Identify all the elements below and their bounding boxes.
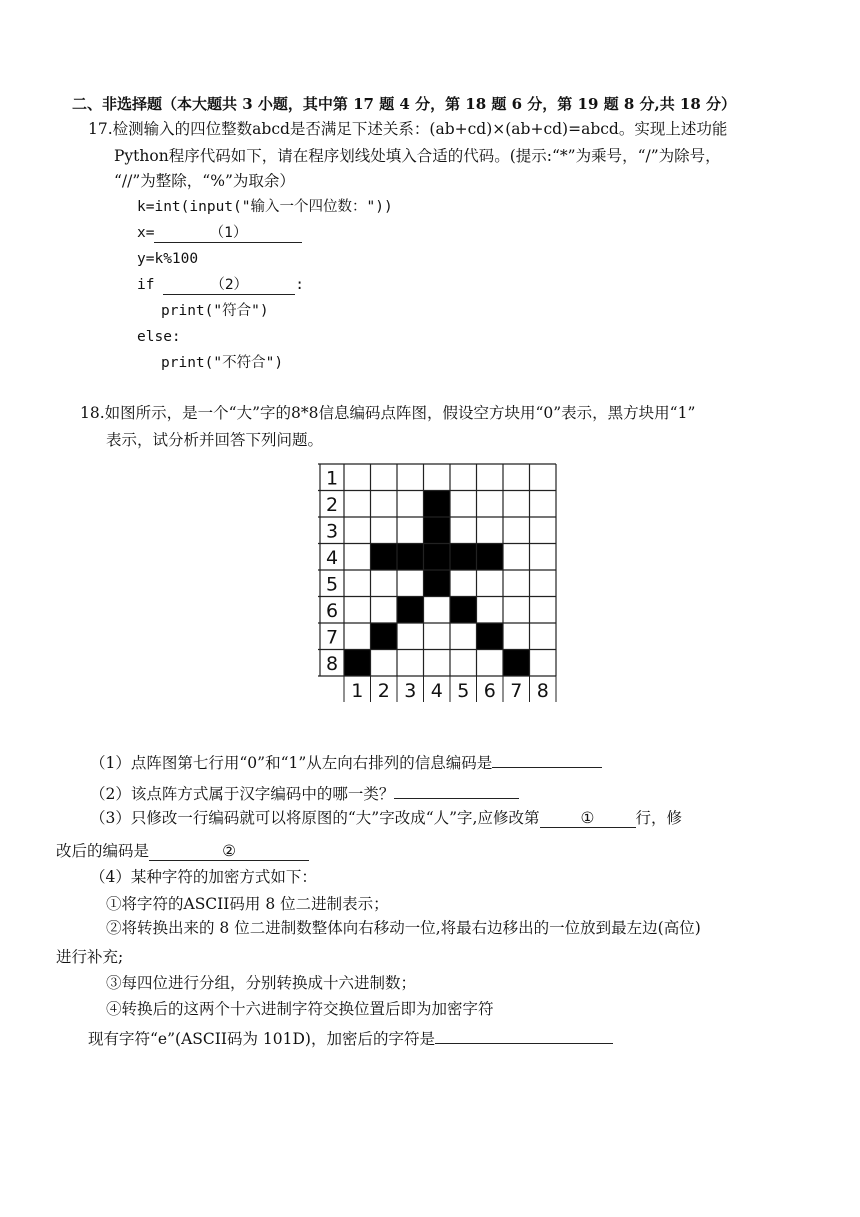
sub-question-3-text: （3）只修改一行编码就可以将原图的“大”字改成“人”字,应修改第 <box>90 809 540 827</box>
grid-cell-r1-c3 <box>397 464 424 491</box>
answer-blank-q18-1[interactable] <box>492 749 602 768</box>
answer-blank-q18-4[interactable] <box>435 1025 613 1044</box>
code-colon: : <box>295 277 304 293</box>
grid-cell-r1-c4 <box>424 464 451 491</box>
grid-cell-r4-c6 <box>477 544 504 571</box>
sub-question-3-cont <box>56 840 309 862</box>
grid-cell-r6-c1 <box>344 597 371 624</box>
grid-cell-r7-c2 <box>371 623 398 650</box>
grid-cell-r1-c2 <box>371 464 398 491</box>
grid-cell-r2-c5 <box>450 491 477 518</box>
grid-cell-r8-c6 <box>477 650 504 677</box>
code-line-2 <box>137 222 302 244</box>
grid-cell-r2-c4 <box>424 491 451 518</box>
grid-cell-r6-c8 <box>530 597 557 624</box>
q17-line3: “//”为整除，“%”为取余） <box>114 172 295 190</box>
col-label-8: 8 <box>536 680 549 702</box>
code-line-6: else: <box>137 329 181 345</box>
grid-cell-r3-c4 <box>424 517 451 544</box>
grid-cell-r7-c4 <box>424 623 451 650</box>
grid-cell-r4-c3 <box>397 544 424 571</box>
grid-cell-r8-c3 <box>397 650 424 677</box>
sub-question-1-text: （1）点阵图第七行用“0”和“1”从左向右排列的信息编码是 <box>90 754 493 772</box>
grid-cell-r7-c8 <box>530 623 557 650</box>
encrypt-step-2-cont: 进行补充; <box>56 948 124 966</box>
row-label-2: 2 <box>325 493 339 516</box>
col-label-7: 7 <box>510 680 523 702</box>
grid-cell-r3-c8 <box>530 517 557 544</box>
grid-cell-r3-c5 <box>450 517 477 544</box>
grid-cell-r5-c1 <box>344 570 371 597</box>
sub-question-3-cont-text: 改后的编码是 <box>56 842 150 860</box>
grid-cell-r8-c4 <box>424 650 451 677</box>
sub-question-3 <box>90 807 682 829</box>
grid-cell-r5-c7 <box>503 570 530 597</box>
code-line-5: print("符合") <box>161 303 269 319</box>
grid-cell-r1-c5 <box>450 464 477 491</box>
grid-cell-r3-c2 <box>371 517 398 544</box>
encrypt-step-3: ③每四位进行分组，分别转换成十六进制数； <box>106 974 417 992</box>
q18-line2: 表示，试分析并回答下列问题。 <box>106 431 324 449</box>
grid-cell-r1-c8 <box>530 464 557 491</box>
grid-cell-r5-c8 <box>530 570 557 597</box>
grid-cell-r2-c8 <box>530 491 557 518</box>
grid-cell-r8-c2 <box>371 650 398 677</box>
code-x-assign: x= <box>137 225 155 241</box>
answer-blank-q18-3b[interactable]: ② <box>149 842 309 861</box>
sub-question-2 <box>90 780 519 805</box>
col-label-6: 6 <box>483 680 496 702</box>
sub-question-4: （4）某种字符的加密方式如下： <box>90 868 317 886</box>
encrypt-step-4: ④转换后的这两个十六进制字符交换位置后即为加密字符 <box>106 1000 494 1018</box>
grid-cell-r6-c7 <box>503 597 530 624</box>
grid-cell-r6-c3 <box>397 597 424 624</box>
grid-cell-r4-c2 <box>371 544 398 571</box>
final-question <box>88 1025 613 1050</box>
row-label-8: 8 <box>325 652 339 675</box>
code-line-3: y=k%100 <box>137 251 199 267</box>
sub-question-3-suffix: 行，修 <box>635 809 683 827</box>
grid-cell-r7-c6 <box>477 623 504 650</box>
row-label-5: 5 <box>325 573 339 596</box>
answer-blank-q18-2[interactable] <box>394 780 519 799</box>
grid-cell-r2-c2 <box>371 491 398 518</box>
col-label-5: 5 <box>457 680 470 702</box>
row-label-7: 7 <box>325 626 339 649</box>
grid-cell-r3-c7 <box>503 517 530 544</box>
answer-blank-1[interactable]: （1） <box>154 224 302 243</box>
col-label-1: 1 <box>351 680 364 702</box>
grid-cell-r2-c1 <box>344 491 371 518</box>
grid-cell-r4-c8 <box>530 544 557 571</box>
dot-matrix-grid <box>318 462 560 734</box>
q17-line1: 17.检测输入的四位整数abcd是否满足下述关系：(ab+cd)×(ab+cd)=abcd。实现上述功能 <box>88 120 728 138</box>
grid-cell-r1-c7 <box>503 464 530 491</box>
grid-cell-r5-c5 <box>450 570 477 597</box>
grid-cell-r7-c7 <box>503 623 530 650</box>
q17-line2: Python程序代码如下，请在程序划线处填入合适的代码。(提示:“*”为乘号，“/”为除号， <box>114 147 721 165</box>
grid-cell-r3-c3 <box>397 517 424 544</box>
grid-cell-r8-c8 <box>530 650 557 677</box>
grid-cell-r4-c4 <box>424 544 451 571</box>
encrypt-step-2: ②将转换出来的 8 位二进制数整体向右移动一位,将最右边移出的一位放到最左边(高位) <box>106 919 701 937</box>
grid-cell-r2-c3 <box>397 491 424 518</box>
grid-cell-r1-c1 <box>344 464 371 491</box>
grid-cell-r8-c7 <box>503 650 530 677</box>
code-if-keyword: if <box>137 277 164 293</box>
encrypt-step-1: ①将字符的ASCII码用 8 位二进制表示； <box>106 895 389 913</box>
grid-cell-r5-c2 <box>371 570 398 597</box>
grid-cell-r1-c6 <box>477 464 504 491</box>
grid-cell-r5-c6 <box>477 570 504 597</box>
grid-cell-r6-c2 <box>371 597 398 624</box>
grid-cell-r3-c1 <box>344 517 371 544</box>
q18-line1: 18.如图所示，是一个“大”字的8*8信息编码点阵图，假设空方块用“0”表示，黑方块用“1” <box>80 404 696 422</box>
row-label-1: 1 <box>325 467 339 490</box>
answer-blank-2[interactable]: （2） <box>163 276 295 295</box>
final-question-text: 现有字符“e”(ASCII码为 101D)，加密后的字符是 <box>88 1030 435 1048</box>
col-label-3: 3 <box>404 680 417 702</box>
col-label-2: 2 <box>377 680 390 702</box>
col-label-4: 4 <box>430 680 443 702</box>
section-heading: 二、非选择题（本大题共 3 小题，其中第 17 题 4 分，第 18 题 6 分，第 19 题 8 分,共 18 分） <box>72 95 737 113</box>
code-line-7: print("不符合") <box>161 355 284 371</box>
grid-cell-r5-c4 <box>424 570 451 597</box>
grid-cell-r2-c6 <box>477 491 504 518</box>
grid-cell-r7-c5 <box>450 623 477 650</box>
sub-question-1 <box>90 749 602 774</box>
answer-blank-q18-3a[interactable]: ① <box>540 809 636 828</box>
grid-cell-r4-c7 <box>503 544 530 571</box>
grid-cell-r5-c3 <box>397 570 424 597</box>
sub-question-2-text: （2）该点阵方式属于汉字编码中的哪一类？ <box>90 785 395 803</box>
grid-cell-r4-c1 <box>344 544 371 571</box>
row-label-4: 4 <box>325 546 339 569</box>
grid-cell-r4-c5 <box>450 544 477 571</box>
grid-cell-r7-c3 <box>397 623 424 650</box>
grid-cell-r2-c7 <box>503 491 530 518</box>
grid-cell-r6-c5 <box>450 597 477 624</box>
grid-cell-r6-c6 <box>477 597 504 624</box>
grid-cell-r6-c4 <box>424 597 451 624</box>
grid-cell-r8-c5 <box>450 650 477 677</box>
grid-cell-r8-c1 <box>344 650 371 677</box>
row-label-3: 3 <box>325 520 339 543</box>
code-line-1: k=int(input("输入一个四位数：")) <box>137 199 393 215</box>
grid-cell-r3-c6 <box>477 517 504 544</box>
row-label-6: 6 <box>325 599 339 622</box>
grid-cell-r7-c1 <box>344 623 371 650</box>
code-line-4 <box>137 274 304 296</box>
